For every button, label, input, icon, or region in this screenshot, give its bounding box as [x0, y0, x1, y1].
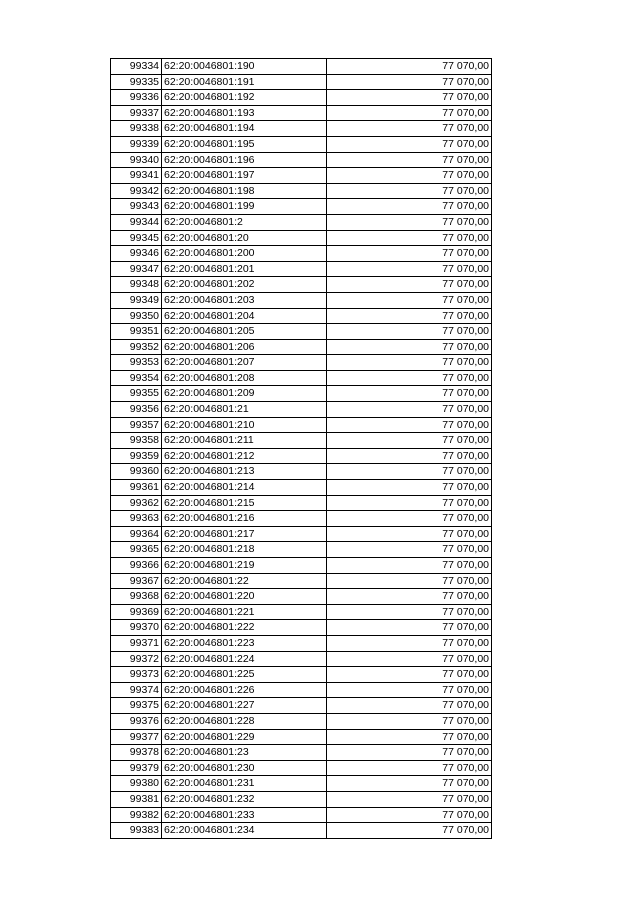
cadastral-number-cell: 62:20:0046801:222 — [162, 620, 327, 636]
cadastral-number-cell: 62:20:0046801:23 — [162, 745, 327, 761]
row-number-cell: 99373 — [111, 667, 162, 683]
cadastral-number-cell: 62:20:0046801:232 — [162, 791, 327, 807]
row-number-cell: 99382 — [111, 807, 162, 823]
table-row — [111, 261, 492, 277]
cadastral-number-cell: 62:20:0046801:207 — [162, 355, 327, 371]
cadastral-number-cell: 62:20:0046801:196 — [162, 152, 327, 168]
table-row — [111, 214, 492, 230]
cadastral-number-cell: 62:20:0046801:233 — [162, 807, 327, 823]
cadastral-number-cell: 62:20:0046801:226 — [162, 682, 327, 698]
amount-cell: 77 070,00 — [327, 230, 492, 246]
row-number-cell: 99342 — [111, 183, 162, 199]
amount-cell: 77 070,00 — [327, 791, 492, 807]
table-row — [111, 370, 492, 386]
amount-cell: 77 070,00 — [327, 573, 492, 589]
cadastral-number-cell: 62:20:0046801:223 — [162, 635, 327, 651]
amount-cell: 77 070,00 — [327, 667, 492, 683]
amount-cell: 77 070,00 — [327, 136, 492, 152]
cadastral-number-cell: 62:20:0046801:211 — [162, 433, 327, 449]
table-row — [111, 230, 492, 246]
amount-cell: 77 070,00 — [327, 417, 492, 433]
row-number-cell: 99383 — [111, 823, 162, 839]
amount-cell: 77 070,00 — [327, 480, 492, 496]
row-number-cell: 99357 — [111, 417, 162, 433]
cadastral-number-cell: 62:20:0046801:215 — [162, 495, 327, 511]
row-number-cell: 99365 — [111, 542, 162, 558]
cadastral-number-cell: 62:20:0046801:20 — [162, 230, 327, 246]
cadastral-number-cell: 62:20:0046801:234 — [162, 823, 327, 839]
cadastral-number-cell: 62:20:0046801:197 — [162, 168, 327, 184]
table-body — [111, 59, 492, 839]
cadastral-number-cell: 62:20:0046801:221 — [162, 604, 327, 620]
amount-cell: 77 070,00 — [327, 776, 492, 792]
row-number-cell: 99348 — [111, 277, 162, 293]
row-number-cell: 99347 — [111, 261, 162, 277]
amount-cell: 77 070,00 — [327, 121, 492, 137]
cadastral-number-cell: 62:20:0046801:190 — [162, 59, 327, 75]
row-number-cell: 99361 — [111, 480, 162, 496]
table-row — [111, 620, 492, 636]
row-number-cell: 99334 — [111, 59, 162, 75]
table-row — [111, 667, 492, 683]
row-number-cell: 99349 — [111, 292, 162, 308]
amount-cell: 77 070,00 — [327, 355, 492, 371]
row-number-cell: 99367 — [111, 573, 162, 589]
cadastral-number-cell: 62:20:0046801:210 — [162, 417, 327, 433]
table-row — [111, 589, 492, 605]
cadastral-number-cell: 62:20:0046801:205 — [162, 324, 327, 340]
amount-cell: 77 070,00 — [327, 183, 492, 199]
table-row — [111, 105, 492, 121]
row-number-cell: 99335 — [111, 74, 162, 90]
row-number-cell: 99371 — [111, 635, 162, 651]
table-row — [111, 604, 492, 620]
cadastral-number-cell: 62:20:0046801:204 — [162, 308, 327, 324]
amount-cell: 77 070,00 — [327, 152, 492, 168]
amount-cell: 77 070,00 — [327, 308, 492, 324]
amount-cell: 77 070,00 — [327, 823, 492, 839]
row-number-cell: 99374 — [111, 682, 162, 698]
table-row — [111, 355, 492, 371]
amount-cell: 77 070,00 — [327, 589, 492, 605]
table-row — [111, 121, 492, 137]
table-row — [111, 542, 492, 558]
amount-cell: 77 070,00 — [327, 745, 492, 761]
row-number-cell: 99381 — [111, 791, 162, 807]
row-number-cell: 99353 — [111, 355, 162, 371]
table-row — [111, 386, 492, 402]
table-row — [111, 183, 492, 199]
row-number-cell: 99358 — [111, 433, 162, 449]
cadastral-number-cell: 62:20:0046801:224 — [162, 651, 327, 667]
cadastral-number-cell: 62:20:0046801:209 — [162, 386, 327, 402]
table-row — [111, 292, 492, 308]
table-row — [111, 511, 492, 527]
table-row — [111, 90, 492, 106]
row-number-cell: 99376 — [111, 713, 162, 729]
cadastral-number-cell: 62:20:0046801:214 — [162, 480, 327, 496]
table-row — [111, 433, 492, 449]
cadastral-number-cell: 62:20:0046801:220 — [162, 589, 327, 605]
cadastral-number-cell: 62:20:0046801:2 — [162, 214, 327, 230]
row-number-cell: 99341 — [111, 168, 162, 184]
row-number-cell: 99360 — [111, 464, 162, 480]
amount-cell: 77 070,00 — [327, 339, 492, 355]
table-row — [111, 526, 492, 542]
table-row — [111, 74, 492, 90]
row-number-cell: 99380 — [111, 776, 162, 792]
table-row — [111, 698, 492, 714]
amount-cell: 77 070,00 — [327, 277, 492, 293]
table-row — [111, 152, 492, 168]
amount-cell: 77 070,00 — [327, 760, 492, 776]
amount-cell: 77 070,00 — [327, 526, 492, 542]
table-row — [111, 448, 492, 464]
cadastral-number-cell: 62:20:0046801:203 — [162, 292, 327, 308]
cadastral-number-cell: 62:20:0046801:200 — [162, 246, 327, 262]
row-number-cell: 99336 — [111, 90, 162, 106]
cadastral-number-cell: 62:20:0046801:21 — [162, 402, 327, 418]
amount-cell: 77 070,00 — [327, 59, 492, 75]
amount-cell: 77 070,00 — [327, 464, 492, 480]
table-row — [111, 136, 492, 152]
table-row — [111, 745, 492, 761]
cadastral-number-cell: 62:20:0046801:225 — [162, 667, 327, 683]
amount-cell: 77 070,00 — [327, 261, 492, 277]
table-row — [111, 682, 492, 698]
table-row — [111, 776, 492, 792]
table-row — [111, 635, 492, 651]
row-number-cell: 99368 — [111, 589, 162, 605]
cadastral-number-cell: 62:20:0046801:213 — [162, 464, 327, 480]
amount-cell: 77 070,00 — [327, 214, 492, 230]
amount-cell: 77 070,00 — [327, 448, 492, 464]
row-number-cell: 99369 — [111, 604, 162, 620]
table-row — [111, 573, 492, 589]
amount-cell: 77 070,00 — [327, 729, 492, 745]
cadastral-number-cell: 62:20:0046801:228 — [162, 713, 327, 729]
row-number-cell: 99372 — [111, 651, 162, 667]
row-number-cell: 99343 — [111, 199, 162, 215]
table-row — [111, 324, 492, 340]
cadastral-number-cell: 62:20:0046801:202 — [162, 277, 327, 293]
table-row — [111, 760, 492, 776]
cadastral-number-cell: 62:20:0046801:217 — [162, 526, 327, 542]
row-number-cell: 99355 — [111, 386, 162, 402]
table-row — [111, 464, 492, 480]
cadastral-number-cell: 62:20:0046801:192 — [162, 90, 327, 106]
row-number-cell: 99364 — [111, 526, 162, 542]
table-row — [111, 729, 492, 745]
table-row — [111, 417, 492, 433]
row-number-cell: 99375 — [111, 698, 162, 714]
amount-cell: 77 070,00 — [327, 620, 492, 636]
cadastral-number-cell: 62:20:0046801:22 — [162, 573, 327, 589]
row-number-cell: 99344 — [111, 214, 162, 230]
amount-cell: 77 070,00 — [327, 324, 492, 340]
row-number-cell: 99345 — [111, 230, 162, 246]
amount-cell: 77 070,00 — [327, 807, 492, 823]
cadastral-registry-table — [110, 58, 492, 839]
cadastral-number-cell: 62:20:0046801:218 — [162, 542, 327, 558]
amount-cell: 77 070,00 — [327, 713, 492, 729]
cadastral-number-cell: 62:20:0046801:212 — [162, 448, 327, 464]
cadastral-number-cell: 62:20:0046801:195 — [162, 136, 327, 152]
amount-cell: 77 070,00 — [327, 199, 492, 215]
amount-cell: 77 070,00 — [327, 246, 492, 262]
amount-cell: 77 070,00 — [327, 433, 492, 449]
amount-cell: 77 070,00 — [327, 168, 492, 184]
amount-cell: 77 070,00 — [327, 90, 492, 106]
cadastral-number-cell: 62:20:0046801:198 — [162, 183, 327, 199]
table-row — [111, 558, 492, 574]
cadastral-number-cell: 62:20:0046801:229 — [162, 729, 327, 745]
cadastral-number-cell: 62:20:0046801:208 — [162, 370, 327, 386]
row-number-cell: 99370 — [111, 620, 162, 636]
table-row — [111, 713, 492, 729]
row-number-cell: 99350 — [111, 308, 162, 324]
amount-cell: 77 070,00 — [327, 558, 492, 574]
table-row — [111, 495, 492, 511]
cadastral-number-cell: 62:20:0046801:201 — [162, 261, 327, 277]
cadastral-number-cell: 62:20:0046801:206 — [162, 339, 327, 355]
table-row — [111, 168, 492, 184]
amount-cell: 77 070,00 — [327, 495, 492, 511]
amount-cell: 77 070,00 — [327, 682, 492, 698]
row-number-cell: 99366 — [111, 558, 162, 574]
cadastral-number-cell: 62:20:0046801:227 — [162, 698, 327, 714]
amount-cell: 77 070,00 — [327, 292, 492, 308]
table-row — [111, 246, 492, 262]
cadastral-number-cell: 62:20:0046801:199 — [162, 199, 327, 215]
table-row — [111, 402, 492, 418]
row-number-cell: 99339 — [111, 136, 162, 152]
amount-cell: 77 070,00 — [327, 105, 492, 121]
table-row — [111, 651, 492, 667]
row-number-cell: 99362 — [111, 495, 162, 511]
table-row — [111, 480, 492, 496]
amount-cell: 77 070,00 — [327, 635, 492, 651]
cadastral-number-cell: 62:20:0046801:231 — [162, 776, 327, 792]
amount-cell: 77 070,00 — [327, 370, 492, 386]
row-number-cell: 99352 — [111, 339, 162, 355]
row-number-cell: 99378 — [111, 745, 162, 761]
cadastral-number-cell: 62:20:0046801:193 — [162, 105, 327, 121]
table-row — [111, 823, 492, 839]
amount-cell: 77 070,00 — [327, 604, 492, 620]
table-row — [111, 339, 492, 355]
table-row — [111, 199, 492, 215]
cadastral-number-cell: 62:20:0046801:216 — [162, 511, 327, 527]
table-row — [111, 308, 492, 324]
row-number-cell: 99379 — [111, 760, 162, 776]
amount-cell: 77 070,00 — [327, 511, 492, 527]
cadastral-number-cell: 62:20:0046801:191 — [162, 74, 327, 90]
cadastral-number-cell: 62:20:0046801:194 — [162, 121, 327, 137]
row-number-cell: 99340 — [111, 152, 162, 168]
row-number-cell: 99337 — [111, 105, 162, 121]
row-number-cell: 99363 — [111, 511, 162, 527]
table-row — [111, 807, 492, 823]
row-number-cell: 99346 — [111, 246, 162, 262]
table-row — [111, 277, 492, 293]
amount-cell: 77 070,00 — [327, 74, 492, 90]
row-number-cell: 99338 — [111, 121, 162, 137]
row-number-cell: 99359 — [111, 448, 162, 464]
row-number-cell: 99377 — [111, 729, 162, 745]
amount-cell: 77 070,00 — [327, 698, 492, 714]
cadastral-number-cell: 62:20:0046801:230 — [162, 760, 327, 776]
amount-cell: 77 070,00 — [327, 542, 492, 558]
row-number-cell: 99356 — [111, 402, 162, 418]
row-number-cell: 99354 — [111, 370, 162, 386]
amount-cell: 77 070,00 — [327, 651, 492, 667]
amount-cell: 77 070,00 — [327, 402, 492, 418]
table-row — [111, 59, 492, 75]
amount-cell: 77 070,00 — [327, 386, 492, 402]
row-number-cell: 99351 — [111, 324, 162, 340]
cadastral-number-cell: 62:20:0046801:219 — [162, 558, 327, 574]
table-row — [111, 791, 492, 807]
